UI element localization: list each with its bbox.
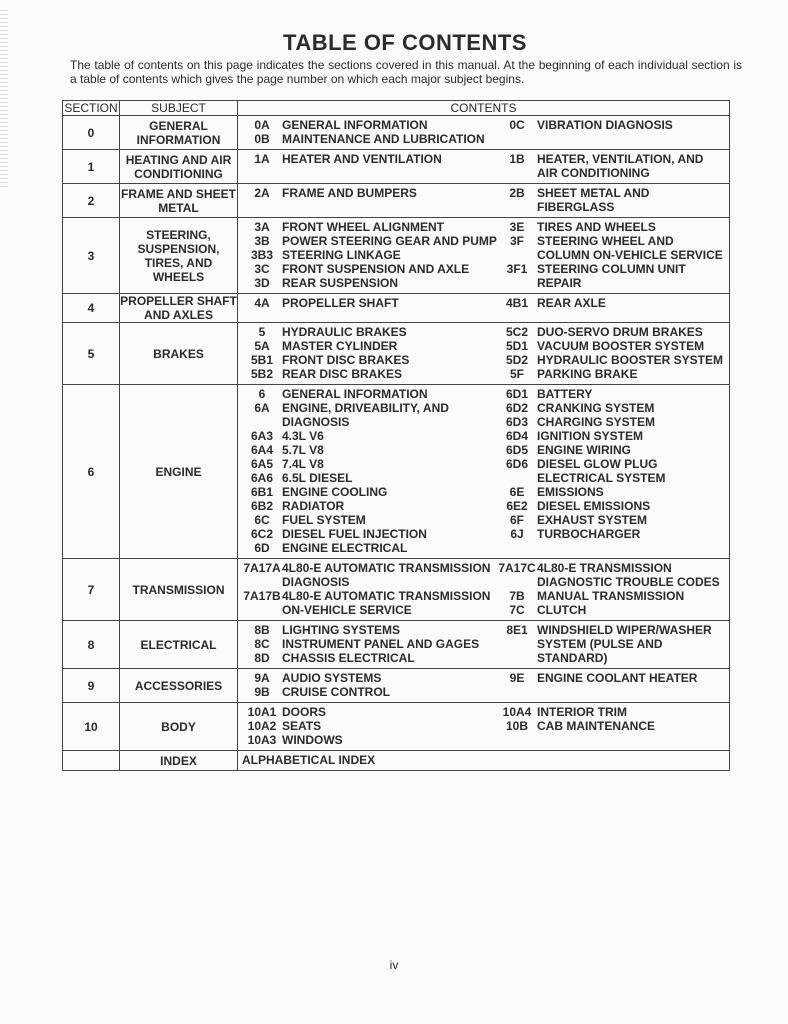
intro-paragraph: The table of contents on this page indicates the sections covered in this manual. At the beginning of each individual section is a table of contents which gives the page number on which each major subject begins. <box>70 58 742 86</box>
contents-item <box>242 339 497 353</box>
contents-columns <box>242 118 725 146</box>
contents-column-right <box>497 561 725 617</box>
item-name: INTERIOR TRIM <box>537 705 627 719</box>
table-row <box>63 184 730 218</box>
item-code: 0A <box>254 118 270 132</box>
item-code: 2A <box>254 186 270 200</box>
contents-item <box>497 485 725 499</box>
header-subject: SUBJECT <box>120 101 238 116</box>
item-name: 5.7L V8 <box>282 443 324 457</box>
contents-column-left <box>242 705 497 747</box>
contents-item <box>242 429 497 443</box>
section-subject: PROPELLER SHAFT AND AXLES <box>120 294 237 322</box>
table-row <box>63 218 730 294</box>
section-subject: HEATING AND AIR CONDITIONING <box>120 150 238 184</box>
item-code: 6D3 <box>505 415 528 429</box>
item-code: 8D <box>254 651 270 665</box>
item-code: 6J <box>510 527 524 541</box>
item-name: FUEL SYSTEM <box>282 513 366 527</box>
contents-column-right <box>497 623 725 665</box>
page-title: TABLE OF CONTENTS <box>283 30 527 55</box>
item-code: 9B <box>254 685 270 699</box>
item-code: 6D2 <box>505 401 528 415</box>
contents-item <box>242 719 497 733</box>
item-code: 6D4 <box>505 429 528 443</box>
item-name: DUO-SERVO DRUM BRAKES <box>537 325 703 339</box>
item-code: 5C2 <box>505 325 528 339</box>
index-item: ALPHABETICAL INDEX <box>242 753 376 767</box>
item-name: REAR DISC BRAKES <box>282 367 403 381</box>
contents-item <box>242 325 497 339</box>
page-number: iv <box>389 958 399 972</box>
item-code: 3F <box>509 234 524 248</box>
section-number: 4 <box>63 294 120 323</box>
item-code: 5 <box>258 325 266 339</box>
item-name: REAR SUSPENSION <box>282 276 399 290</box>
section-subject: GENERAL INFORMATION <box>120 116 238 150</box>
table-row <box>63 385 730 559</box>
contents-columns <box>242 671 725 699</box>
item-name: STEERING COLUMN UNIT REPAIR <box>537 262 686 290</box>
contents-item <box>242 527 497 541</box>
item-code: 6B2 <box>250 499 273 513</box>
item-name: 4L80-E AUTOMATIC TRANSMISSION DIAGNOSIS <box>282 561 491 589</box>
item-code: 10A2 <box>247 719 277 733</box>
contents-item <box>242 623 497 637</box>
item-name: CHARGING SYSTEM <box>537 415 656 429</box>
item-code: 6D6 <box>505 457 528 471</box>
contents-columns <box>242 220 725 290</box>
header-section: SECTION <box>64 101 118 115</box>
item-name: AUDIO SYSTEMS <box>282 671 382 685</box>
section-subject: STEERING, SUSPENSION, TIRES, AND WHEELS <box>120 218 238 294</box>
table-row <box>63 559 730 621</box>
contents-item <box>497 719 725 733</box>
item-code: 4A <box>254 296 270 310</box>
table-row <box>63 294 730 323</box>
contents-column-left <box>242 387 497 555</box>
item-code: 3F1 <box>506 262 528 276</box>
contents-column-right <box>497 186 725 214</box>
contents-item <box>242 733 497 747</box>
item-code: 6C2 <box>250 527 273 541</box>
contents-item <box>242 186 497 200</box>
contents-item <box>497 220 725 234</box>
item-code: 8E1 <box>506 623 528 637</box>
contents-item <box>242 443 497 457</box>
section-contents <box>238 559 730 621</box>
contents-column-left <box>242 118 497 146</box>
item-code: 10A1 <box>247 705 277 719</box>
section-number: 1 <box>63 150 120 184</box>
table-row <box>63 621 730 669</box>
section-contents <box>238 294 730 323</box>
item-code: 6A4 <box>250 443 273 457</box>
item-code: 5B1 <box>250 353 273 367</box>
contents-columns <box>242 623 725 665</box>
contents-item <box>242 296 497 310</box>
item-name: ENGINE, DRIVEABILITY, AND DIAGNOSIS <box>282 401 449 429</box>
section-number: 8 <box>63 621 120 669</box>
item-code: 6D5 <box>505 443 528 457</box>
contents-item <box>497 262 725 290</box>
contents-columns <box>242 561 725 617</box>
table-row-index <box>63 751 730 771</box>
contents-item <box>497 186 725 214</box>
item-code: 10A3 <box>247 733 277 747</box>
section-subject: ELECTRICAL <box>120 621 238 669</box>
section-contents <box>238 669 730 703</box>
item-name: MAINTENANCE AND LUBRICATION <box>282 132 485 146</box>
contents-item <box>497 589 725 603</box>
item-code: 9E <box>509 671 525 685</box>
item-code: 5D1 <box>505 339 528 353</box>
section-number: 3 <box>63 218 120 294</box>
section-number: 5 <box>63 323 120 385</box>
contents-column-right <box>497 220 725 290</box>
contents-item <box>242 671 497 685</box>
item-name: HEATER AND VENTILATION <box>282 152 442 166</box>
item-name: STEERING LINKAGE <box>282 248 401 262</box>
item-name: GENERAL INFORMATION <box>282 387 428 401</box>
item-code: 1A <box>254 152 270 166</box>
contents-column-right <box>497 296 725 310</box>
item-code: 0B <box>254 132 270 146</box>
item-name: DIESEL EMISSIONS <box>537 499 651 513</box>
item-name: CHASSIS ELECTRICAL <box>282 651 415 665</box>
item-code: 6A5 <box>250 457 273 471</box>
table-row <box>63 669 730 703</box>
index-section <box>63 751 120 771</box>
item-name: VIBRATION DIAGNOSIS <box>537 118 673 132</box>
section-number: 2 <box>63 184 120 218</box>
section-contents <box>238 385 730 559</box>
contents-item <box>497 429 725 443</box>
item-name: DIESEL FUEL INJECTION <box>282 527 427 541</box>
item-name: VACUUM BOOSTER SYSTEM <box>537 339 705 353</box>
item-name: ENGINE ELECTRICAL <box>282 541 408 555</box>
item-name: HYDRAULIC BRAKES <box>282 325 407 339</box>
contents-item <box>242 367 497 381</box>
contents-item <box>497 325 725 339</box>
contents-item <box>497 152 725 180</box>
contents-item <box>242 401 497 429</box>
item-name: 7.4L V8 <box>282 457 324 471</box>
item-name: PROPELLER SHAFT <box>282 296 399 310</box>
table-row <box>63 323 730 385</box>
item-code: 5A <box>254 339 270 353</box>
contents-item <box>497 339 725 353</box>
contents-item <box>497 513 725 527</box>
item-name: WINDSHIELD WIPER/WASHER SYSTEM (PULSE AND STANDARD) <box>537 623 712 665</box>
contents-item <box>497 415 725 429</box>
item-code: 6A <box>254 401 270 415</box>
contents-item <box>242 220 497 234</box>
item-name: ENGINE COOLING <box>282 485 388 499</box>
contents-column-left <box>242 671 497 699</box>
contents-item <box>497 387 725 401</box>
item-name: HYDRAULIC BOOSTER SYSTEM <box>537 353 724 367</box>
table-body <box>63 116 730 771</box>
item-code: 6E <box>509 485 525 499</box>
item-code: 6E2 <box>506 499 528 513</box>
section-contents <box>238 703 730 751</box>
contents-column-left <box>242 623 497 665</box>
item-code: 7A17A <box>243 561 281 575</box>
contents-item <box>242 651 497 665</box>
section-subject: FRAME AND SHEET METAL <box>120 184 238 218</box>
item-name: LIGHTING SYSTEMS <box>282 623 401 637</box>
contents-item <box>242 485 497 499</box>
item-code: 5F <box>509 367 524 381</box>
item-name: ENGINE COOLANT HEATER <box>537 671 698 685</box>
item-code: 5B2 <box>250 367 273 381</box>
contents-column-right <box>497 671 725 699</box>
contents-item <box>497 623 725 665</box>
item-name: PARKING BRAKE <box>537 367 638 381</box>
item-code: 3E <box>509 220 525 234</box>
contents-columns <box>242 152 725 180</box>
item-name: CLUTCH <box>537 603 587 617</box>
contents-column-left <box>242 325 497 381</box>
section-number: 10 <box>63 703 120 751</box>
item-code: 10B <box>505 719 528 733</box>
contents-item <box>497 296 725 310</box>
item-code: 7A17B <box>243 589 281 603</box>
item-code: 7A17C <box>498 561 536 575</box>
item-name: MASTER CYLINDER <box>282 339 398 353</box>
section-subject: BRAKES <box>120 323 238 385</box>
item-name: STEERING WHEEL AND COLUMN ON-VEHICLE SERVICE <box>537 234 723 262</box>
contents-item <box>497 401 725 415</box>
contents-item <box>242 353 497 367</box>
section-contents <box>238 150 730 184</box>
item-name: CRUISE CONTROL <box>282 685 390 699</box>
item-name: ENGINE WIRING <box>537 443 632 457</box>
contents-item <box>242 589 497 617</box>
contents-item <box>242 118 497 132</box>
item-code: 10A4 <box>502 705 532 719</box>
section-contents <box>238 218 730 294</box>
item-code: 0C <box>509 118 525 132</box>
item-name: INSTRUMENT PANEL AND GAGES <box>282 637 480 651</box>
item-name: RADIATOR <box>282 499 345 513</box>
item-name: 4L80-E AUTOMATIC TRANSMISSION ON-VEHICLE SERVICE <box>282 589 491 617</box>
table-row <box>63 703 730 751</box>
item-name: 4.3L V6 <box>282 429 324 443</box>
section-subject: ENGINE <box>120 385 238 559</box>
item-code: 1B <box>509 152 525 166</box>
contents-item <box>242 387 497 401</box>
item-code: 3D <box>254 276 270 290</box>
contents-columns <box>242 705 725 747</box>
contents-column-left <box>242 186 497 214</box>
item-name: EXHAUST SYSTEM <box>537 513 648 527</box>
section-subject: BODY <box>120 703 238 751</box>
item-code: 3B <box>254 234 270 248</box>
item-code: 6B1 <box>250 485 273 499</box>
contents-item <box>242 457 497 471</box>
contents-item <box>497 561 725 589</box>
item-name: SHEET METAL AND FIBERGLASS <box>537 186 650 214</box>
contents-column-left <box>242 296 497 310</box>
contents-item <box>497 499 725 513</box>
item-code: 9A <box>254 671 270 685</box>
contents-item <box>497 367 725 381</box>
item-code: 6A3 <box>250 429 273 443</box>
contents-column-right <box>497 325 725 381</box>
item-code: 6 <box>258 387 266 401</box>
section-number: 9 <box>63 669 120 703</box>
contents-columns <box>242 325 725 381</box>
section-subject: TRANSMISSION <box>120 559 238 621</box>
contents-item <box>242 248 497 262</box>
contents-column-right <box>497 118 725 146</box>
contents-item <box>242 262 497 276</box>
item-name: EMISSIONS <box>537 485 604 499</box>
item-name: 4L80-E TRANSMISSION DIAGNOSTIC TROUBLE CODES <box>537 561 720 589</box>
item-name: FRONT DISC BRAKES <box>282 353 410 367</box>
contents-item <box>497 705 725 719</box>
contents-columns <box>242 186 725 214</box>
contents-item <box>497 353 725 367</box>
item-name: POWER STEERING GEAR AND PUMP <box>282 234 497 248</box>
item-code: 7C <box>509 603 525 617</box>
contents-item <box>497 118 725 132</box>
contents-column-right <box>497 387 725 555</box>
item-code: 8B <box>254 623 270 637</box>
item-name: IGNITION SYSTEM <box>537 429 644 443</box>
contents-item <box>242 705 497 719</box>
item-name: TIRES AND WHEELS <box>537 220 656 234</box>
section-number: 0 <box>63 116 120 150</box>
section-contents <box>238 323 730 385</box>
contents-item <box>497 603 725 617</box>
contents-item <box>242 561 497 589</box>
contents-item <box>242 234 497 248</box>
item-code: 8C <box>254 637 270 651</box>
item-name: WINDOWS <box>282 733 343 747</box>
contents-item <box>497 234 725 262</box>
item-code: 4B1 <box>505 296 528 310</box>
contents-item <box>242 276 497 290</box>
item-name: CAB MAINTENANCE <box>537 719 655 733</box>
item-code: 6D <box>254 541 270 555</box>
item-code: 6D1 <box>505 387 528 401</box>
section-contents <box>238 184 730 218</box>
contents-item <box>242 471 497 485</box>
contents-column-right <box>497 152 725 180</box>
table-header-row <box>63 101 730 116</box>
section-subject: ACCESSORIES <box>120 669 238 703</box>
item-name: CRANKING SYSTEM <box>537 401 655 415</box>
contents-item <box>242 513 497 527</box>
item-name: TURBOCHARGER <box>537 527 641 541</box>
header-contents: CONTENTS <box>238 101 730 116</box>
section-number: 7 <box>63 559 120 621</box>
contents-column-right <box>497 705 725 747</box>
table-row <box>63 116 730 150</box>
item-code: 3B3 <box>250 248 273 262</box>
item-name: MANUAL TRANSMISSION <box>537 589 685 603</box>
contents-column-left <box>242 152 497 180</box>
item-name: FRONT SUSPENSION AND AXLE <box>282 262 470 276</box>
item-code: 6C <box>254 513 270 527</box>
item-name: SEATS <box>282 719 322 733</box>
item-name: DOORS <box>282 705 327 719</box>
contents-item <box>497 671 725 685</box>
contents-item <box>497 443 725 457</box>
contents-item <box>497 527 725 541</box>
item-name: DIESEL GLOW PLUG ELECTRICAL SYSTEM <box>537 457 666 485</box>
contents-item <box>242 152 497 166</box>
item-code: 3A <box>254 220 270 234</box>
item-name: FRONT WHEEL ALIGNMENT <box>282 220 444 234</box>
item-code: 6F <box>509 513 524 527</box>
contents-table <box>62 100 730 771</box>
index-subject: INDEX <box>120 751 238 771</box>
contents-item <box>242 685 497 699</box>
contents-item <box>497 457 725 485</box>
index-contents <box>238 751 730 771</box>
item-name: FRAME AND BUMPERS <box>282 186 417 200</box>
item-name: REAR AXLE <box>537 296 606 310</box>
item-code: 6A6 <box>250 471 273 485</box>
item-name: BATTERY <box>537 387 593 401</box>
contents-item <box>242 132 497 146</box>
contents-item <box>242 541 497 555</box>
item-code: 2B <box>509 186 525 200</box>
section-contents <box>238 116 730 150</box>
item-name: HEATER, VENTILATION, AND AIR CONDITIONING <box>537 152 704 180</box>
contents-column-left <box>242 561 497 617</box>
item-code: 5D2 <box>505 353 528 367</box>
contents-item <box>242 499 497 513</box>
contents-column-left <box>242 220 497 290</box>
contents-columns <box>242 387 725 555</box>
section-contents <box>238 621 730 669</box>
contents-item <box>242 637 497 651</box>
section-number: 6 <box>63 385 120 559</box>
item-name: 6.5L DIESEL <box>282 471 353 485</box>
table-row <box>63 150 730 184</box>
contents-columns <box>242 296 725 310</box>
item-code: 3C <box>254 262 270 276</box>
item-name: GENERAL INFORMATION <box>282 118 428 132</box>
item-code: 7B <box>509 589 525 603</box>
